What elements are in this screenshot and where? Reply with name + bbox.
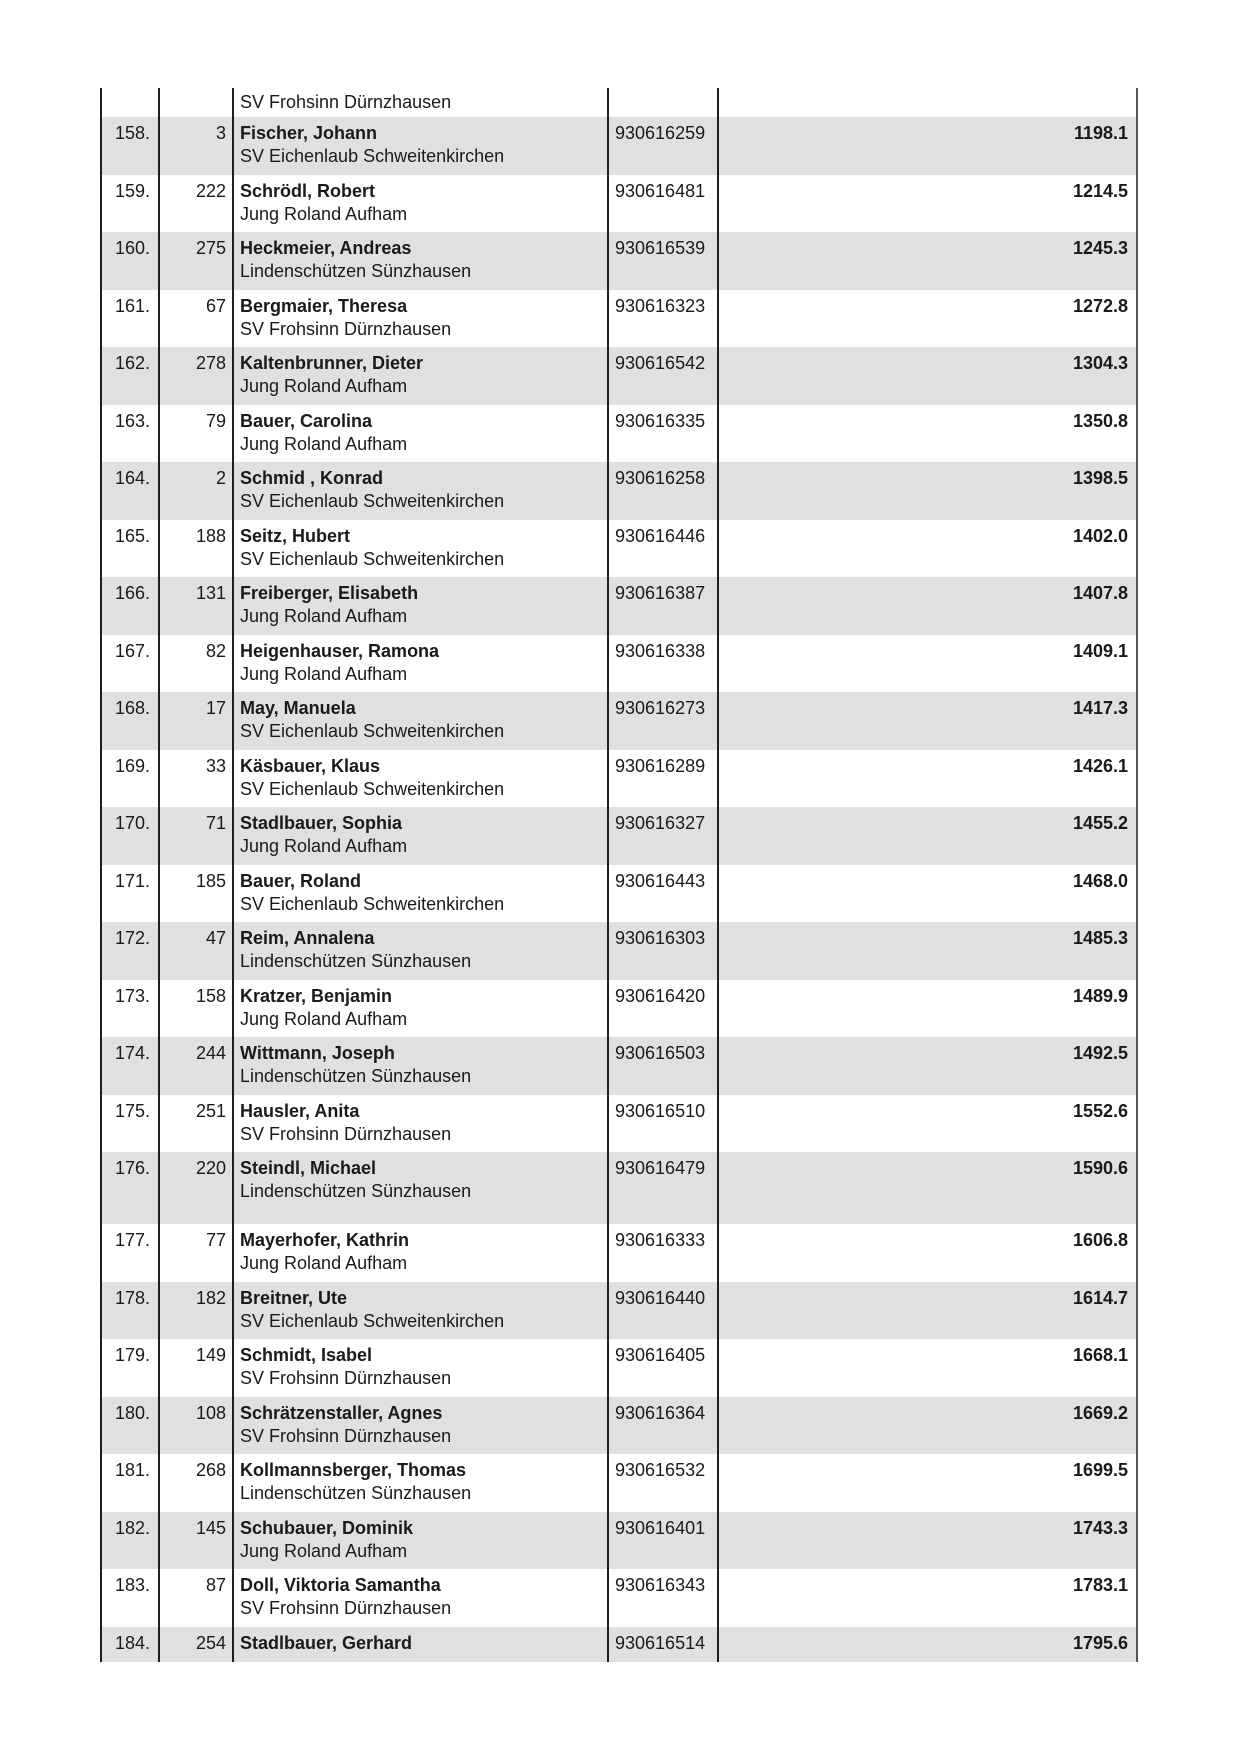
name-cell [232, 462, 607, 520]
score-cell: 1552.6 [717, 1095, 1138, 1153]
club-name: SV Frohsinn Dürnzhausen [240, 1368, 452, 1388]
score-cell: 1699.5 [717, 1454, 1138, 1512]
club-name: SV Frohsinn Dürnzhausen [240, 1425, 452, 1446]
table-row [100, 117, 1138, 175]
name-cell [232, 1152, 607, 1224]
start-number-cell: 3 [158, 117, 232, 175]
club-name: Lindenschützen Sünzhausen [240, 1181, 472, 1201]
shooter-name: Doll, Viktoria Samantha [240, 1575, 441, 1595]
score-cell: 1272.8 [717, 290, 1138, 348]
shooter-name: Breitner, Ute [240, 1287, 348, 1308]
shooter-name: Kollmannsberger, Thomas [240, 1460, 467, 1480]
start-number-cell: 2 [158, 462, 232, 520]
rank-cell: 178. [100, 1282, 158, 1340]
rank-cell: 163. [100, 405, 158, 463]
table-row [100, 1627, 1138, 1662]
name-cell [232, 1569, 607, 1627]
shooter-name: Stadlbauer, Sophia [240, 813, 403, 833]
shooter-name: Mayerhofer, Kathrin [240, 1230, 410, 1250]
rank-cell: 159. [100, 175, 158, 233]
rank-cell: 165. [100, 520, 158, 578]
id-cell: 930616333 [607, 1224, 717, 1282]
rank-cell: 176. [100, 1152, 158, 1224]
shooter-name: Schubauer, Dominik [240, 1517, 414, 1538]
id-cell: 930616443 [607, 865, 717, 923]
start-number-cell: 254 [158, 1627, 232, 1662]
id-cell: 930616532 [607, 1454, 717, 1512]
club-name: Jung Roland Aufham [240, 1540, 408, 1561]
club-name: Lindenschützen Sünzhausen [240, 261, 472, 281]
id-cell: 930616503 [607, 1037, 717, 1095]
table-row-continuation [100, 88, 1138, 117]
table-row [100, 750, 1138, 808]
id-cell: 930616510 [607, 1095, 717, 1153]
table-row [100, 577, 1138, 635]
shooter-name: Bergmaier, Theresa [240, 295, 408, 316]
score-cell: 1590.6 [717, 1152, 1138, 1224]
id-cell: 930616258 [607, 462, 717, 520]
name-cell [232, 117, 607, 175]
rank-cell: 164. [100, 462, 158, 520]
start-number-cell: 77 [158, 1224, 232, 1282]
rank-cell: 177. [100, 1224, 158, 1282]
id-cell: 930616446 [607, 520, 717, 578]
shooter-name: Bauer, Roland [240, 870, 362, 891]
rank-cell: 179. [100, 1339, 158, 1397]
shooter-name: Käsbauer, Klaus [240, 755, 381, 776]
shooter-name: Reim, Annalena [240, 928, 375, 948]
rank-cell: 171. [100, 865, 158, 923]
name-cell [232, 405, 607, 463]
name-cell [232, 290, 607, 348]
score-cell: 1350.8 [717, 405, 1138, 463]
rank-cell: 160. [100, 232, 158, 290]
shooter-name: Kaltenbrunner, Dieter [240, 353, 424, 373]
table-row [100, 1569, 1138, 1627]
club-name: SV Eichenlaub Schweitenkirchen [240, 491, 505, 511]
name-cell [232, 1512, 607, 1570]
id-cell [607, 88, 717, 117]
name-cell [232, 175, 607, 233]
name-cell [232, 692, 607, 750]
id-cell: 930616343 [607, 1569, 717, 1627]
name-cell [232, 922, 607, 980]
table-row [100, 175, 1138, 233]
rank-cell: 166. [100, 577, 158, 635]
club-name: Jung Roland Aufham [240, 433, 408, 454]
name-cell [232, 1037, 607, 1095]
start-number-cell: 79 [158, 405, 232, 463]
shooter-name: Freiberger, Elisabeth [240, 583, 419, 603]
shooter-name: Schmid , Konrad [240, 468, 384, 488]
rank-cell: 162. [100, 347, 158, 405]
start-number-cell: 108 [158, 1397, 232, 1455]
club-name: Jung Roland Aufham [240, 606, 408, 626]
club-name: Jung Roland Aufham [240, 1008, 408, 1029]
id-cell: 930616273 [607, 692, 717, 750]
start-number-cell: 182 [158, 1282, 232, 1340]
start-number-cell: 145 [158, 1512, 232, 1570]
club-name: SV Eichenlaub Schweitenkirchen [240, 146, 505, 166]
shooter-name: May, Manuela [240, 698, 356, 718]
club-name: Jung Roland Aufham [240, 203, 408, 224]
score-cell [717, 88, 1138, 117]
name-cell [232, 347, 607, 405]
score-cell: 1492.5 [717, 1037, 1138, 1095]
table-row [100, 980, 1138, 1038]
shooter-name: Steindl, Michael [240, 1158, 377, 1178]
name-cell [232, 1224, 607, 1282]
start-number-cell: 71 [158, 807, 232, 865]
start-number-cell: 275 [158, 232, 232, 290]
id-cell: 930616338 [607, 635, 717, 693]
rank-cell: 173. [100, 980, 158, 1038]
table-row [100, 635, 1138, 693]
start-number-cell: 244 [158, 1037, 232, 1095]
rank-cell: 172. [100, 922, 158, 980]
shooter-name: Wittmann, Joseph [240, 1043, 395, 1063]
name-cell [232, 520, 607, 578]
score-cell: 1198.1 [717, 117, 1138, 175]
score-cell: 1409.1 [717, 635, 1138, 693]
id-cell: 930616481 [607, 175, 717, 233]
id-cell: 930616405 [607, 1339, 717, 1397]
start-number-cell: 268 [158, 1454, 232, 1512]
name-cell [232, 865, 607, 923]
table-row [100, 1282, 1138, 1340]
club-name: Lindenschützen Sünzhausen [240, 951, 472, 971]
shooter-name: Heckmeier, Andreas [240, 238, 412, 258]
table-row [100, 1397, 1138, 1455]
score-cell: 1407.8 [717, 577, 1138, 635]
rank-cell: 181. [100, 1454, 158, 1512]
name-cell [232, 750, 607, 808]
table-row [100, 520, 1138, 578]
table-row [100, 1095, 1138, 1153]
id-cell: 930616323 [607, 290, 717, 348]
rank-cell: 161. [100, 290, 158, 348]
club-name: SV Eichenlaub Schweitenkirchen [240, 893, 505, 914]
score-cell: 1245.3 [717, 232, 1138, 290]
score-cell: 1417.3 [717, 692, 1138, 750]
table-row [100, 1037, 1138, 1095]
rank-cell: 183. [100, 1569, 158, 1627]
id-cell: 930616401 [607, 1512, 717, 1570]
table-row [100, 692, 1138, 750]
start-number-cell: 67 [158, 290, 232, 348]
rank-cell: 158. [100, 117, 158, 175]
table-row [100, 232, 1138, 290]
score-cell: 1304.3 [717, 347, 1138, 405]
id-cell: 930616387 [607, 577, 717, 635]
name-cell [232, 88, 607, 117]
club-name: SV Frohsinn Dürnzhausen [240, 1123, 452, 1144]
shooter-name: Hausler, Anita [240, 1100, 360, 1121]
id-cell: 930616327 [607, 807, 717, 865]
name-cell [232, 1397, 607, 1455]
start-number-cell: 149 [158, 1339, 232, 1397]
club-name: SV Frohsinn Dürnzhausen [240, 318, 452, 339]
name-cell [232, 635, 607, 693]
name-cell [232, 807, 607, 865]
id-cell: 930616542 [607, 347, 717, 405]
shooter-name: Heigenhauser, Ramona [240, 640, 440, 661]
club-name: SV Eichenlaub Schweitenkirchen [240, 721, 505, 741]
id-cell: 930616289 [607, 750, 717, 808]
table-row [100, 807, 1138, 865]
name-cell [232, 1282, 607, 1340]
id-cell: 930616335 [607, 405, 717, 463]
table-row [100, 865, 1138, 923]
start-number-cell: 17 [158, 692, 232, 750]
shooter-name: Bauer, Carolina [240, 410, 373, 431]
shooter-name: Stadlbauer, Gerhard [240, 1632, 413, 1653]
club-name: Jung Roland Aufham [240, 836, 408, 856]
start-number-cell: 87 [158, 1569, 232, 1627]
table-row [100, 290, 1138, 348]
shooter-name: Seitz, Hubert [240, 525, 351, 546]
rank-cell: 182. [100, 1512, 158, 1570]
id-cell: 930616364 [607, 1397, 717, 1455]
score-cell: 1402.0 [717, 520, 1138, 578]
rank-cell: 174. [100, 1037, 158, 1095]
table-row [100, 1152, 1138, 1224]
table-row [100, 1512, 1138, 1570]
start-number-cell: 251 [158, 1095, 232, 1153]
start-number-cell: 188 [158, 520, 232, 578]
name-cell [232, 577, 607, 635]
id-cell: 930616539 [607, 232, 717, 290]
rank-cell: 184. [100, 1627, 158, 1662]
shooter-name: Schrätzenstaller, Agnes [240, 1402, 443, 1423]
table-row [100, 405, 1138, 463]
score-cell: 1489.9 [717, 980, 1138, 1038]
club-name: Jung Roland Aufham [240, 376, 408, 396]
name-cell [232, 980, 607, 1038]
start-number-cell: 278 [158, 347, 232, 405]
score-cell: 1668.1 [717, 1339, 1138, 1397]
score-cell: 1669.2 [717, 1397, 1138, 1455]
start-number-cell: 47 [158, 922, 232, 980]
id-cell: 930616420 [607, 980, 717, 1038]
name-cell [232, 232, 607, 290]
score-cell: 1398.5 [717, 462, 1138, 520]
rank-cell: 170. [100, 807, 158, 865]
score-cell: 1795.6 [717, 1627, 1138, 1662]
rank-cell: 169. [100, 750, 158, 808]
shooter-name: Schmidt, Isabel [240, 1345, 373, 1365]
club-name: SV Frohsinn Dürnzhausen [240, 1598, 452, 1618]
name-cell [232, 1095, 607, 1153]
score-cell: 1455.2 [717, 807, 1138, 865]
start-number-cell: 82 [158, 635, 232, 693]
rank-cell: 168. [100, 692, 158, 750]
rank-cell: 175. [100, 1095, 158, 1153]
id-cell: 930616479 [607, 1152, 717, 1224]
start-number-cell: 131 [158, 577, 232, 635]
id-cell: 930616303 [607, 922, 717, 980]
start-number-cell: 33 [158, 750, 232, 808]
score-cell: 1485.3 [717, 922, 1138, 980]
start-number-cell: 220 [158, 1152, 232, 1224]
club-name: SV Eichenlaub Schweitenkirchen [240, 778, 505, 799]
score-cell: 1606.8 [717, 1224, 1138, 1282]
rank-cell: 180. [100, 1397, 158, 1455]
club-name: SV Eichenlaub Schweitenkirchen [240, 548, 505, 569]
shooter-name: Schrödl, Robert [240, 180, 376, 201]
table-row [100, 462, 1138, 520]
table-row [100, 922, 1138, 980]
club-name: Lindenschützen Sünzhausen [240, 1066, 472, 1086]
table-row [100, 347, 1138, 405]
score-cell: 1743.3 [717, 1512, 1138, 1570]
table-row [100, 1224, 1138, 1282]
start-number-cell: 158 [158, 980, 232, 1038]
start-number-cell: 222 [158, 175, 232, 233]
table-row [100, 1454, 1138, 1512]
score-cell: 1468.0 [717, 865, 1138, 923]
score-cell: 1614.7 [717, 1282, 1138, 1340]
club-name: Lindenschützen Sünzhausen [240, 1483, 472, 1503]
start-number-cell [158, 88, 232, 117]
score-cell: 1214.5 [717, 175, 1138, 233]
results-table [100, 88, 1138, 1662]
start-number-cell: 185 [158, 865, 232, 923]
club-name: Jung Roland Aufham [240, 1253, 408, 1273]
table-row [100, 1339, 1138, 1397]
name-cell [232, 1339, 607, 1397]
rank-cell [100, 88, 158, 117]
club-name: SV Frohsinn Dürnzhausen [240, 92, 452, 112]
id-cell: 930616259 [607, 117, 717, 175]
id-cell: 930616440 [607, 1282, 717, 1340]
club-name: SV Eichenlaub Schweitenkirchen [240, 1310, 505, 1331]
shooter-name: Kratzer, Benjamin [240, 985, 393, 1006]
score-cell: 1426.1 [717, 750, 1138, 808]
id-cell: 930616514 [607, 1627, 717, 1662]
club-name: Jung Roland Aufham [240, 663, 408, 684]
name-cell [232, 1454, 607, 1512]
score-cell: 1783.1 [717, 1569, 1138, 1627]
shooter-name: Fischer, Johann [240, 123, 378, 143]
rank-cell: 167. [100, 635, 158, 693]
name-cell [232, 1627, 607, 1662]
